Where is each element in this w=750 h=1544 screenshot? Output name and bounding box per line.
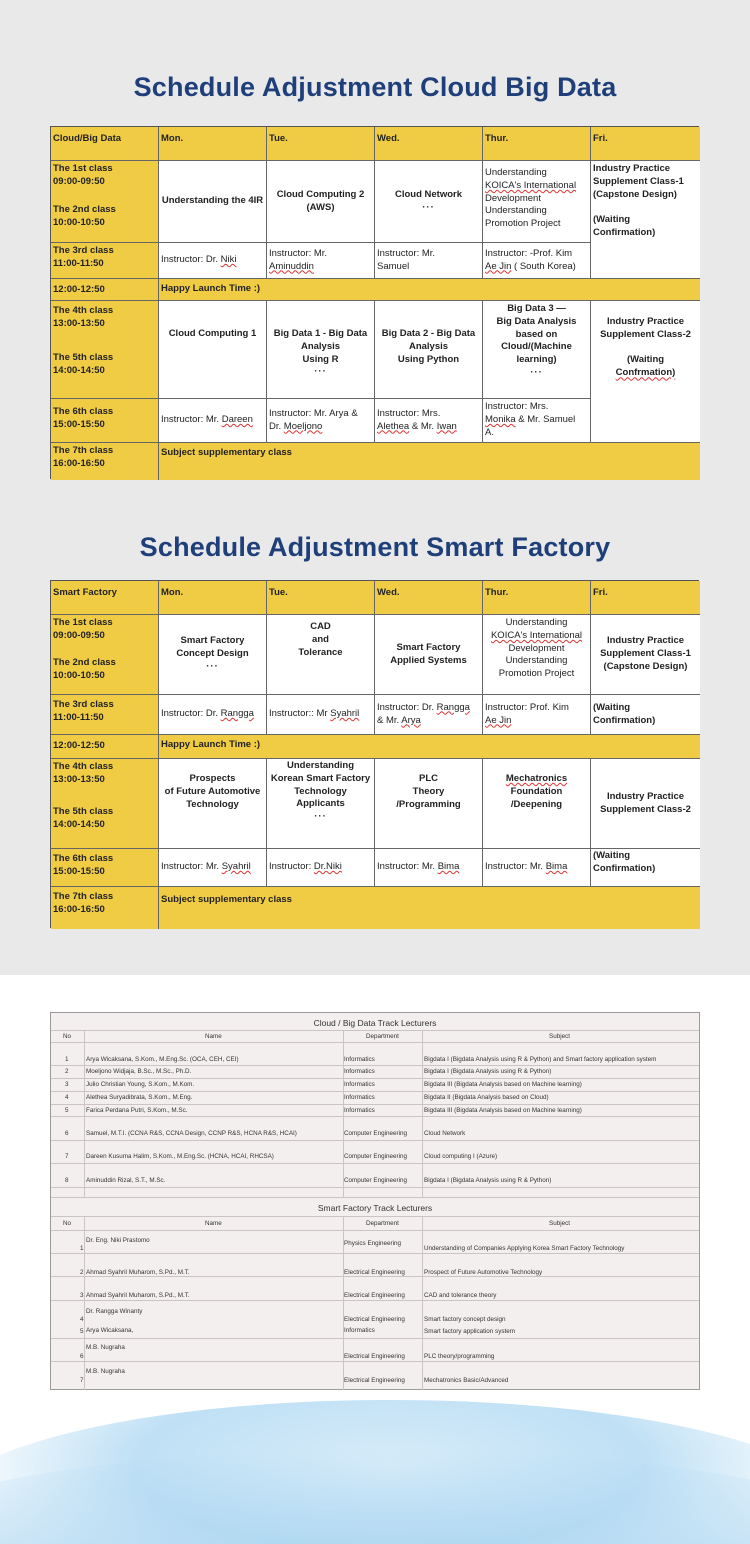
- day-header: Wed.: [375, 127, 483, 161]
- lecturer-department: Electrical Engineering: [344, 1353, 405, 1360]
- time-slot-7: The 7th class 16:00-16:50: [51, 443, 159, 480]
- factory-schedule-title: Schedule Adjustment Smart Factory: [139, 532, 611, 562]
- instructor-cell: Instructor: Mrs. Monika & Mr. Samuel A.: [483, 399, 591, 443]
- lecturer-name: Dr. Rangga Winanty: [86, 1308, 143, 1315]
- lecturer-name: Ahmad Syahril Muharom, S.Pd., M.T.: [86, 1269, 190, 1276]
- instructor-cell: Instructor: Dr. Rangga & Mr. Arya: [375, 695, 483, 735]
- instructor-cell: Instructor: Mrs. Alethea & Mr. Iwan: [375, 399, 483, 443]
- day-header: Fri.: [591, 127, 700, 161]
- lecturer-no: 2: [65, 1068, 69, 1075]
- class-cell: Smart Factory Applied Systems: [375, 615, 483, 695]
- col-divider: [84, 1216, 85, 1390]
- lunch-row: Happy Launch Time :): [159, 735, 700, 759]
- col-header-subject: Subject: [549, 1220, 571, 1227]
- lecturer-no: 1: [80, 1245, 84, 1252]
- lecturer-no: 3: [80, 1292, 84, 1299]
- time-slot-6: The 6th class 15:00-15:50: [51, 849, 159, 887]
- class-cell: Smart Factory Concept Design ···: [159, 615, 267, 695]
- lecturer-name: Julio Christian Young, S.Kom., M.Kom.: [86, 1081, 195, 1088]
- class-cell: Industry Practice Supplement Class-2: [591, 759, 700, 849]
- supplementary-row: Subject supplementary class: [159, 443, 700, 480]
- row-divider: [51, 1030, 699, 1031]
- instructor-cell: Instructor: Mr. Bima: [483, 849, 591, 887]
- lecturer-subject: Cloud Network: [424, 1130, 466, 1137]
- class-cell: Mechatronics Foundation /Deepening: [483, 759, 591, 849]
- day-header: Mon.: [159, 127, 267, 161]
- time-slot-3: The 3rd class 11:00-11:50: [51, 695, 159, 735]
- lecturer-department: Computer Engineering: [344, 1177, 408, 1184]
- class-cell: Cloud Computing 1: [159, 301, 267, 399]
- lecturer-subject: Prospect of Future Automotive Technology: [424, 1269, 543, 1276]
- lecturer-name: Arya Wicaksana, S.Kom., M.Eng.Sc. (OCA, CEH, CEI): [86, 1056, 239, 1063]
- class-cell: Understanding the 4IR: [159, 161, 267, 243]
- lecturer-subject: Smart factory concept design: [424, 1316, 506, 1323]
- lecturer-name: Dr. Eng. Niki Prastomo: [86, 1237, 150, 1244]
- lecturer-name: Farica Perdana Putri, S.Kom., M.Sc.: [86, 1107, 188, 1114]
- row-divider: [51, 1216, 699, 1217]
- lecturer-subject: CAD and tolerance theory: [424, 1292, 497, 1299]
- class-cell: CAD and Tolerance: [267, 615, 375, 695]
- lecturer-name: Moeljono Widjaja, B.Sc., M.Sc., Ph.D.: [86, 1068, 192, 1075]
- lecturer-name: Arya Wicaksana,: [86, 1327, 134, 1334]
- lecturer-no: 4: [80, 1316, 84, 1323]
- col-header-subject: Subject: [549, 1033, 571, 1040]
- col-header-no: No: [63, 1033, 72, 1040]
- lecturer-department: Informatics: [344, 1107, 375, 1114]
- lecturer-no: 4: [65, 1094, 69, 1101]
- col-header-name: Name: [205, 1033, 222, 1040]
- time-slot-lunch: 12:00-12:50: [51, 279, 159, 301]
- instructor-cell: Instructor: Mr. Samuel: [375, 243, 483, 279]
- class-cell: Understanding KOICA's International Development Understanding Promotion Project: [483, 615, 591, 695]
- lecturer-no: 8: [65, 1177, 69, 1184]
- day-header: Thur.: [483, 127, 591, 161]
- lecturer-name: Alethea Suryadibrata, S.Kom., M.Eng.: [86, 1094, 193, 1101]
- lecturer-department: Electrical Engineering: [344, 1316, 405, 1323]
- class-cell: Big Data 1 - Big Data Analysis Using R ···: [267, 301, 375, 399]
- factory-schedule-table: [50, 580, 699, 928]
- instructor-cell: Instructor: Mr. Dareen: [159, 399, 267, 443]
- cloud-schedule-title: Schedule Adjustment Cloud Big Data: [133, 72, 617, 102]
- time-slot-3: The 3rd class 11:00-11:50: [51, 243, 159, 279]
- row-divider: [51, 1361, 699, 1362]
- lecturer-no: 6: [80, 1353, 84, 1360]
- day-header: Mon.: [159, 581, 267, 615]
- row-divider: [51, 1300, 699, 1301]
- time-slot-1-2: The 1st class 09:00-09:50 The 2nd class 10:00-10:50: [51, 615, 159, 695]
- time-slot-1-2: The 1st class 09:00-09:50 The 2nd class 10:00-10:50: [51, 161, 159, 243]
- row-divider: [51, 1230, 699, 1231]
- instructor-cell: Instructor: Mr. Arya & Dr. Moeljono: [267, 399, 375, 443]
- row-divider: [51, 1276, 699, 1277]
- col-divider: [422, 1216, 423, 1390]
- lecturer-subject: Smart factory application system: [424, 1328, 515, 1335]
- lecturer-subject: PLC theory/programming: [424, 1353, 495, 1360]
- col-divider: [422, 1030, 423, 1198]
- class-cell: PLC Theory /Programming: [375, 759, 483, 849]
- row-divider: [51, 1078, 699, 1079]
- class-cell: Industry Practice Supplement Class-1 (Capstone Design) (Waiting Confirmation): [591, 161, 700, 279]
- lecturer-no: 6: [65, 1130, 69, 1137]
- instructor-cell: Instructor: Mr. Aminuddin: [267, 243, 375, 279]
- class-cell: Big Data 2 - Big Data Analysis Using Python: [375, 301, 483, 399]
- table-corner: Smart Factory: [51, 581, 159, 615]
- time-slot-6: The 6th class 15:00-15:50: [51, 399, 159, 443]
- lecturer-no: 7: [80, 1377, 84, 1384]
- lecturer-department: Informatics: [344, 1068, 375, 1075]
- lecturer-subject: Bigdata I (Bigdata Analysis using R & Python): [424, 1068, 552, 1075]
- lecturer-no: 5: [65, 1107, 69, 1114]
- lecturer-subject: Understanding of Companies Applying Korea Smart Factory Technology: [424, 1245, 625, 1252]
- class-cell: Understanding Korean Smart Factory Technology Applicants ···: [267, 759, 375, 849]
- instructor-cell: Instructor: Dr.Niki: [267, 849, 375, 887]
- instructor-cell: Instructor:: Mr Syahril: [267, 695, 375, 735]
- day-header: Wed.: [375, 581, 483, 615]
- lecturer-name: M.B. Nugraha: [86, 1368, 125, 1375]
- lecturer-subject: Bigdata I (Bigdata Analysis using R & Python) and Smart factory application system: [424, 1056, 657, 1063]
- lecturer-name: Aminuddin Rizal, S.T., M.Sc.: [86, 1177, 166, 1184]
- instructor-cell: (Waiting Confirmation): [591, 849, 700, 887]
- class-cell: Cloud Computing 2 (AWS): [267, 161, 375, 243]
- row-divider: [51, 1140, 699, 1141]
- row-divider: [51, 1116, 699, 1117]
- time-slot-4-5: The 4th class 13:00-13:50 The 5th class 14:00-14:50: [51, 759, 159, 849]
- day-header: Thur.: [483, 581, 591, 615]
- instructor-cell: Instructor: Mr. Bima: [375, 849, 483, 887]
- lecturer-subject: Bigdata I (Bigdata Analysis using R & Python): [424, 1177, 552, 1184]
- time-slot-7: The 7th class 16:00-16:50: [51, 887, 159, 929]
- instructor-cell: Instructor: Mr. Syahril: [159, 849, 267, 887]
- lecturer-table: [50, 1012, 700, 1390]
- class-cell: Industry Practice Supplement Class-2 (Waiting Confrmation): [591, 301, 700, 443]
- lecturer-no: 2: [80, 1269, 84, 1276]
- lecturer-name: M.B. Nugraha: [86, 1344, 125, 1351]
- row-divider: [51, 1104, 699, 1105]
- day-header: Tue.: [267, 127, 375, 161]
- lecturer-name: Ahmad Syahril Muharom, S.Pd., M.T.: [86, 1292, 190, 1299]
- lecturer-no: 1: [65, 1056, 69, 1063]
- lecturer-department: Electrical Engineering: [344, 1269, 405, 1276]
- lecturer-no: 7: [65, 1153, 69, 1160]
- lecturer-department: Informatics: [344, 1056, 375, 1063]
- row-divider: [51, 1338, 699, 1339]
- row-divider: [51, 1197, 699, 1198]
- table-corner: Cloud/Big Data: [51, 127, 159, 161]
- lecturer-subject: Cloud computing I (Azure): [424, 1153, 498, 1160]
- row-divider: [51, 1187, 699, 1188]
- lecturer-department: Electrical Engineering: [344, 1377, 405, 1384]
- class-cell: Big Data 3 — Big Data Analysis based on Cloud/(Machine learning) ···: [483, 301, 591, 399]
- lecturer-department: Informatics: [344, 1081, 375, 1088]
- col-header-no: No: [63, 1220, 72, 1227]
- lecturer-no: 5: [80, 1328, 84, 1335]
- instructor-cell: Instructor: Prof. Kim Ae Jin: [483, 695, 591, 735]
- class-cell: Understanding KOICA's International Development Understanding Promotion Project: [483, 161, 591, 243]
- col-header-department: Department: [366, 1033, 399, 1040]
- instructor-cell: (Waiting Confirmation): [591, 695, 700, 735]
- factory-lecturer-title: Smart Factory Track Lecturers: [317, 1203, 433, 1213]
- class-cell: Industry Practice Supplement Class-1 (Capstone Design): [591, 615, 700, 695]
- lecturer-subject: Bigdata III (Bigdata Analysis based on Machine learning): [424, 1107, 582, 1114]
- supplementary-row: Subject supplementary class: [159, 887, 700, 929]
- lecturer-subject: Mechatronics Basic/Advanced: [424, 1377, 509, 1384]
- instructor-cell: Instructor: Dr. Niki: [159, 243, 267, 279]
- decorative-wave: [0, 1450, 750, 1544]
- lecturer-department: Physics Engineering: [344, 1240, 402, 1247]
- day-header: Fri.: [591, 581, 700, 615]
- row-divider: [51, 1253, 699, 1254]
- instructor-cell: Instructor: Dr. Rangga: [159, 695, 267, 735]
- lecturer-subject: Bigdata II (Bigdata Analysis based on Cloud): [424, 1094, 549, 1101]
- cloud-lecturer-title: Cloud / Big Data Track Lecturers: [313, 1018, 437, 1028]
- row-divider: [51, 1163, 699, 1164]
- lecturer-subject: Bigdata III (Bigdata Analysis based on Machine learning): [424, 1081, 582, 1088]
- lecturer-department: Electrical Engineering: [344, 1292, 405, 1299]
- time-slot-lunch: 12:00-12:50: [51, 735, 159, 759]
- class-cell: Prospects of Future Automotive Technology: [159, 759, 267, 849]
- class-cell: Cloud Network ···: [375, 161, 483, 243]
- day-header: Tue.: [267, 581, 375, 615]
- lunch-row: Happy Launch Time :): [159, 279, 700, 301]
- cloud-schedule-table: [50, 126, 699, 479]
- lecturer-department: Informatics: [344, 1327, 375, 1334]
- lecturer-department: Informatics: [344, 1094, 375, 1101]
- time-slot-4-5: The 4th class 13:00-13:50 The 5th class 14:00-14:50: [51, 301, 159, 399]
- row-divider: [51, 1091, 699, 1092]
- row-divider: [51, 1065, 699, 1066]
- col-header-name: Name: [205, 1220, 222, 1227]
- instructor-cell: Instructor: -Prof. Kim Ae Jin ( South Korea): [483, 243, 591, 279]
- col-header-department: Department: [366, 1220, 399, 1227]
- lecturer-name: Samuel, M.T.I. (CCNA R&S, CCNA Design, CCNP R&S, HCNA R&S, HCAI): [86, 1130, 297, 1137]
- lecturer-name: Dareen Kusuma Halim, S.Kom., M.Eng.Sc. (HCNA, HCAI, RHCSA): [86, 1153, 274, 1160]
- lecturer-department: Computer Engineering: [344, 1153, 408, 1160]
- lecturer-department: Computer Engineering: [344, 1130, 408, 1137]
- row-divider: [51, 1042, 699, 1043]
- col-divider: [84, 1030, 85, 1198]
- lecturer-no: 3: [65, 1081, 69, 1088]
